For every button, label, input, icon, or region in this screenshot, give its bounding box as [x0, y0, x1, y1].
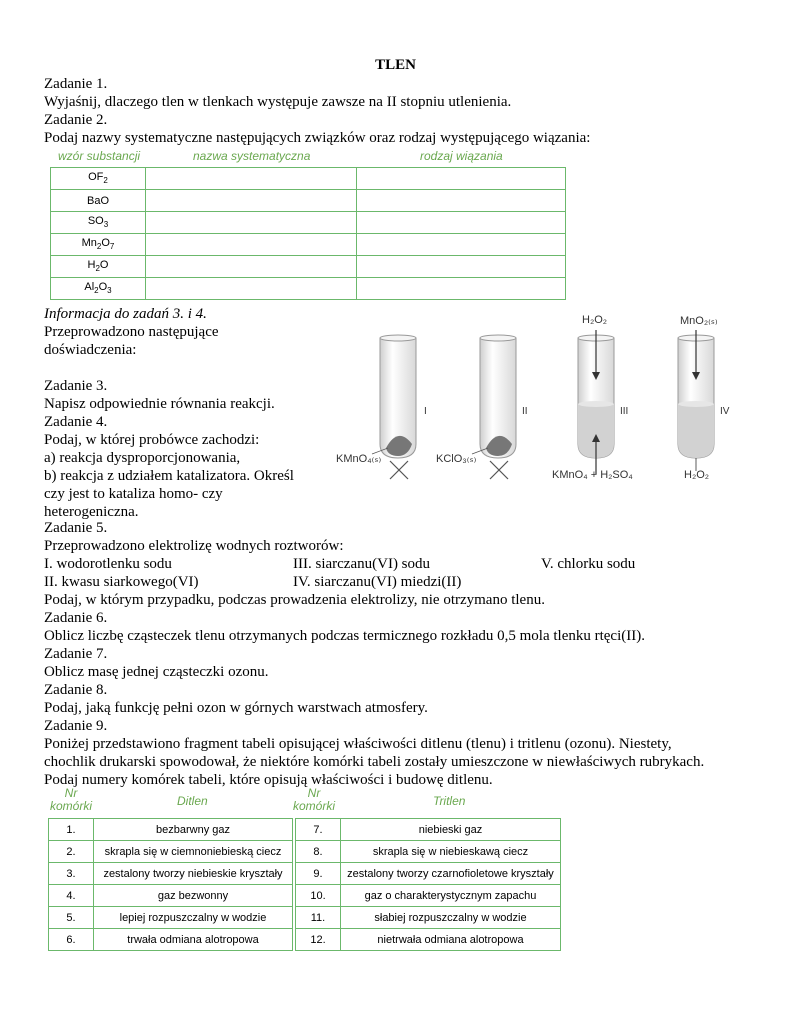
tritlen-number-cell: 11.	[296, 907, 341, 929]
table-row	[51, 190, 566, 212]
ditlen-property-cell: lepiej rozpuszczalny w wodzie	[94, 907, 293, 929]
table-row	[51, 256, 566, 278]
tritlen-property-cell: słabiej rozpuszczalny w wodzie	[341, 907, 561, 929]
task-4-text: Podaj, w której probówce zachodzi:	[44, 432, 260, 448]
ditlen-number-cell: 5.	[49, 907, 94, 929]
task-4-heading: Zadanie 4.	[44, 414, 108, 430]
task-1-heading: Zadanie 1.	[44, 76, 108, 92]
compounds-table	[50, 167, 566, 300]
t2-header-nr1: Nr komórki	[50, 786, 93, 813]
bond-cell[interactable]	[357, 256, 566, 278]
ditlen-property-cell: skrapla się w ciemnoniebieską ciecz	[94, 841, 293, 863]
formula-cell: $OF_2$	[51, 168, 146, 190]
tritlen-property-cell: gaz o charakterystycznym zapachu	[341, 885, 561, 907]
task-5-option-2: II. kwasu siarkowego(VI)	[44, 574, 199, 590]
bond-cell[interactable]	[357, 278, 566, 300]
task-1-text: Wyjaśnij, dlaczego tlen w tlenkach występuje zawsze na II stopniu utlenienia.	[44, 94, 512, 110]
tritlen-property-cell: skrapla się w niebieskawą ciecz	[341, 841, 561, 863]
properties-table	[48, 818, 561, 951]
table-row	[49, 885, 561, 907]
ditlen-property-cell: zestalony tworzy niebieskie kryształy	[94, 863, 293, 885]
t1-header-bond: rodzaj wiązania	[420, 149, 503, 163]
tritlen-number-cell: 12.	[296, 929, 341, 951]
ditlen-number-cell: 3.	[49, 863, 94, 885]
task-9-text-2: chochlik drukarski spowodował, że niektóre komórki tabeli zostały umieszczone w niewłaściwych rubrykach.	[44, 754, 705, 770]
task-5-option-1: I. wodorotlenku sodu	[44, 556, 172, 572]
name-cell[interactable]	[146, 234, 357, 256]
task-5-option-4: IV. siarczanu(VI) miedzi(II)	[293, 574, 462, 590]
formula-cell: $SO_3$	[51, 212, 146, 234]
info-text-2: doświadczenia:	[44, 342, 137, 358]
task-2-text: Podaj nazwy systematyczne następujących związków oraz rodzaj występującego wiązania:	[44, 130, 591, 146]
task-9-text-3: Podaj numery komórek tabeli, które opisują właściwości i budowę ditlenu.	[44, 772, 493, 788]
tritlen-number-cell: 9.	[296, 863, 341, 885]
ditlen-number-cell: 6.	[49, 929, 94, 951]
label-mno2-top: MnO₂₍ₛ₎	[680, 315, 718, 327]
task-4-d: heterogeniczna.	[44, 504, 139, 520]
task-9-heading: Zadanie 9.	[44, 718, 108, 734]
ditlen-property-cell: trwała odmiana alotropowa	[94, 929, 293, 951]
ditlen-property-cell: bezbarwny gaz	[94, 819, 293, 841]
bond-cell[interactable]	[357, 190, 566, 212]
label-kclo3: KClO₃₍ₛ₎	[436, 453, 477, 465]
tube-label-4: IV	[720, 406, 730, 417]
ditlen-property-cell: gaz bezwonny	[94, 885, 293, 907]
name-cell[interactable]	[146, 212, 357, 234]
table-row	[51, 278, 566, 300]
label-kmno4-h2so4: KMnO₄ + H₂SO₄	[552, 469, 633, 481]
tritlen-number-cell: 7.	[296, 819, 341, 841]
task-4-c: czy jest to kataliza homo- czy	[44, 486, 223, 502]
tritlen-number-cell: 8.	[296, 841, 341, 863]
tube-label-1: I	[424, 406, 427, 417]
name-cell[interactable]	[146, 190, 357, 212]
task-5-text: Przeprowadzono elektrolizę wodnych roztworów:	[44, 538, 344, 554]
info-text-1: Przeprowadzono następujące	[44, 324, 219, 340]
formula-cell: BaO	[51, 190, 146, 212]
table-row	[49, 907, 561, 929]
test-tubes-illustration	[368, 306, 748, 496]
info-heading: Informacja do zadań 3. i 4.	[44, 306, 207, 322]
task-8-text: Podaj, jaką funkcję pełni ozon w górnych warstwach atmosfery.	[44, 700, 428, 716]
table-row	[49, 863, 561, 885]
task-9-text-1: Poniżej przedstawiono fragment tabeli opisującej właściwości ditlenu (tlenu) i tritlenu (ozonu). Niestety,	[44, 736, 672, 752]
label-h2o2-bottom: H₂O₂	[684, 469, 710, 481]
table-row	[51, 234, 566, 256]
table-row	[49, 929, 561, 951]
task-8-heading: Zadanie 8.	[44, 682, 108, 698]
test-tube-4	[678, 330, 730, 471]
label-kmno4: KMnO₄₍ₛ₎	[336, 453, 382, 465]
t1-header-formula: wzór substancji	[58, 149, 141, 163]
label-h2o2-top: H₂O₂	[582, 314, 608, 326]
t1-header-name: nazwa systematyczna	[193, 149, 311, 163]
formula-cell: $Mn_2O_7$	[51, 234, 146, 256]
t2-header-nr2: Nr komórki	[293, 786, 336, 813]
task-6-heading: Zadanie 6.	[44, 610, 108, 626]
table-row	[51, 168, 566, 190]
formula-cell: $H_2O$	[51, 256, 146, 278]
task-7-heading: Zadanie 7.	[44, 646, 108, 662]
page-title: TLEN	[375, 57, 416, 73]
experiment-figure	[336, 306, 748, 496]
test-tube-3	[578, 330, 628, 474]
table-row	[49, 841, 561, 863]
task-5-option-3: III. siarczanu(VI) sodu	[293, 556, 431, 572]
tritlen-property-cell: niebieski gaz	[341, 819, 561, 841]
ditlen-number-cell: 2.	[49, 841, 94, 863]
name-cell[interactable]	[146, 168, 357, 190]
task-5-question: Podaj, w którym przypadku, podczas prowadzenia elektrolizy, nie otrzymano tlenu.	[44, 592, 545, 608]
task-7-text: Oblicz masę jednej cząsteczki ozonu.	[44, 664, 269, 680]
test-tube-2	[472, 335, 528, 479]
task-3-text: Napisz odpowiednie równania reakcji.	[44, 396, 275, 412]
task-6-text: Oblicz liczbę cząsteczek tlenu otrzymanych podczas termicznego rozkładu 0,5 mola tlenku rtęci(II).	[44, 628, 645, 644]
tube-label-2: II	[522, 406, 528, 417]
ditlen-number-cell: 4.	[49, 885, 94, 907]
task-2-heading: Zadanie 2.	[44, 112, 108, 128]
task-4-a: a) reakcja dysproporcjonowania,	[44, 450, 241, 466]
tritlen-property-cell: nietrwała odmiana alotropowa	[341, 929, 561, 951]
bond-cell[interactable]	[357, 234, 566, 256]
tube-label-3: III	[620, 406, 629, 417]
bond-cell[interactable]	[357, 168, 566, 190]
task-4-b: b) reakcja z udziałem katalizatora. Określ	[44, 468, 294, 484]
t2-header-ditlen: Ditlen	[177, 794, 208, 808]
formula-cell: $Al_2O_3$	[51, 278, 146, 300]
name-cell[interactable]	[146, 256, 357, 278]
task-5-option-5: V. chlorku sodu	[541, 556, 636, 572]
tritlen-number-cell: 10.	[296, 885, 341, 907]
table-row	[49, 819, 561, 841]
task-3-heading: Zadanie 3.	[44, 378, 108, 394]
ditlen-number-cell: 1.	[49, 819, 94, 841]
table-row	[51, 212, 566, 234]
t2-header-tritlen: Tritlen	[433, 794, 466, 808]
tritlen-property-cell: zestalony tworzy czarnofioletowe kryształy	[341, 863, 561, 885]
bond-cell[interactable]	[357, 212, 566, 234]
task-5-heading: Zadanie 5.	[44, 520, 108, 536]
name-cell[interactable]	[146, 278, 357, 300]
